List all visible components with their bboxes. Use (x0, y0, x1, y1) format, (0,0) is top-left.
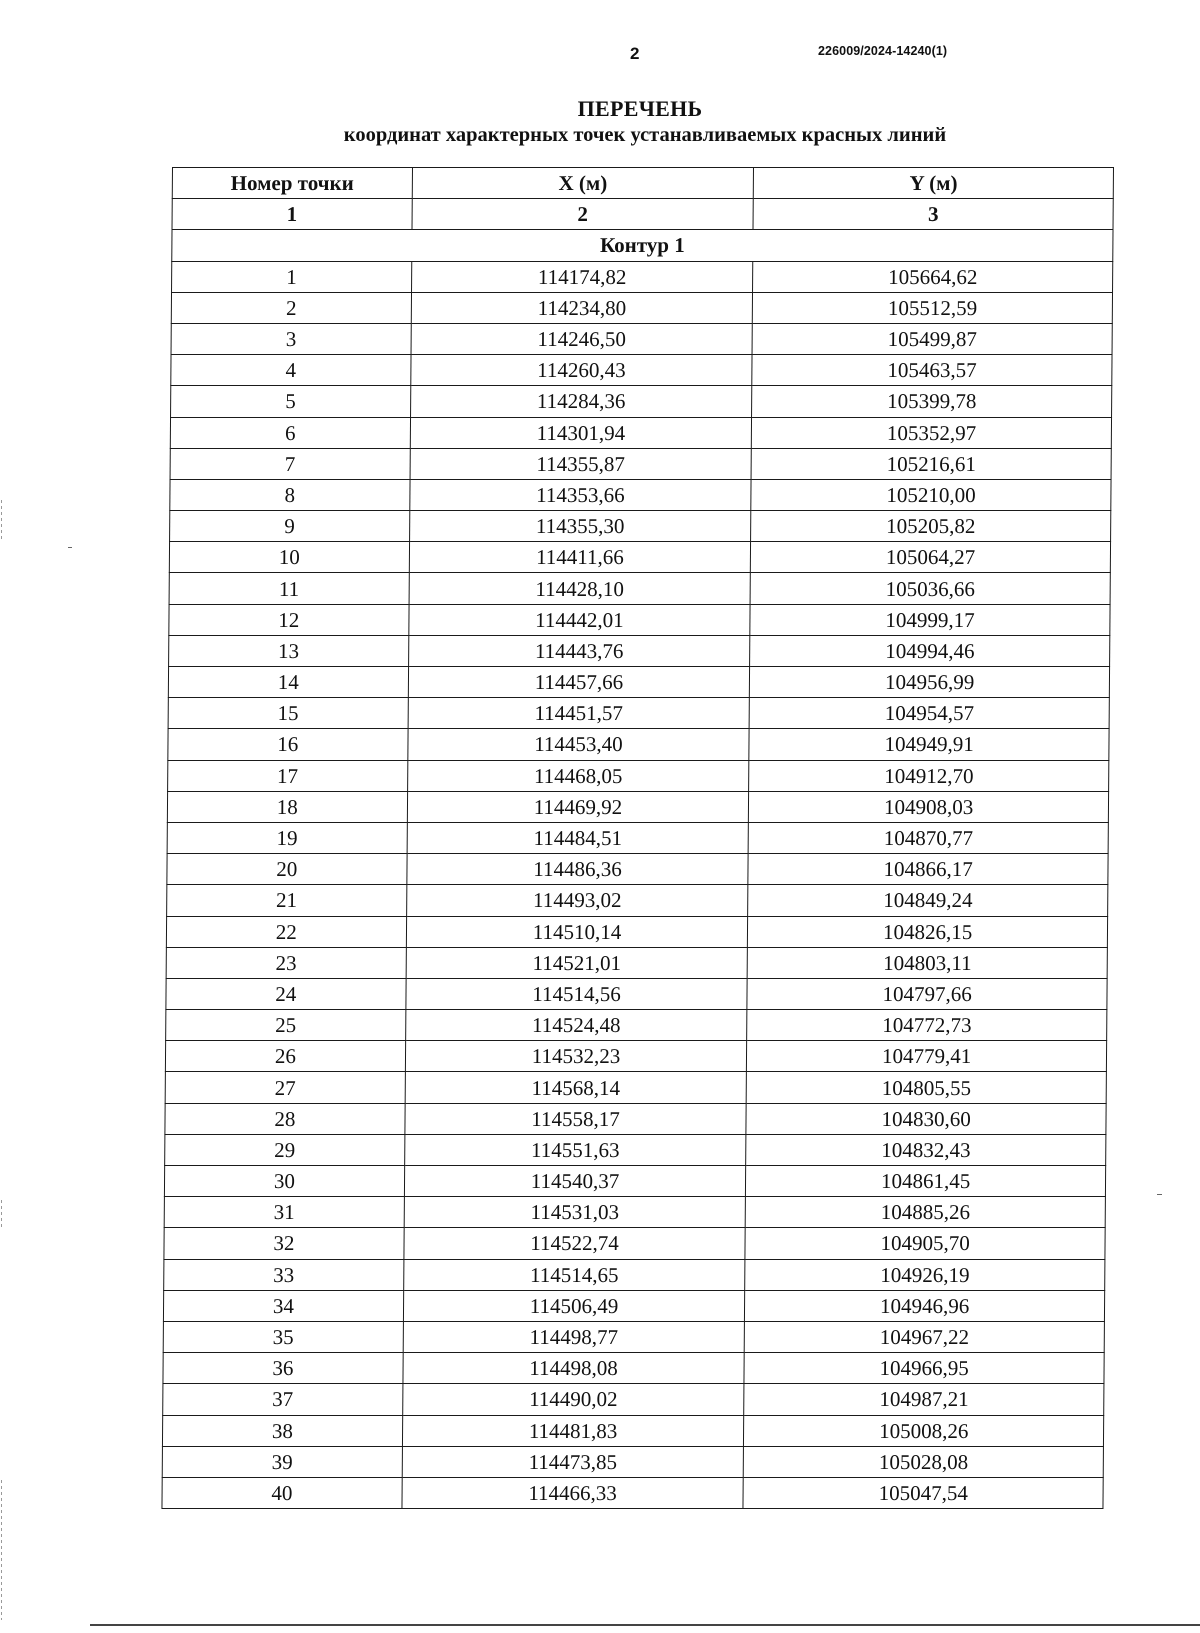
x-coordinate-cell: 114451,57 (408, 698, 750, 729)
table-row (163, 1353, 1104, 1384)
y-coordinate-cell: 104954,57 (749, 698, 1109, 729)
x-coordinate-cell: 114469,92 (407, 791, 749, 822)
table-row (168, 667, 1109, 698)
scan-speck (68, 547, 72, 548)
x-coordinate-cell: 114510,14 (406, 916, 748, 947)
table-row (167, 791, 1108, 822)
y-coordinate-cell: 105499,87 (752, 323, 1112, 354)
point-number-cell: 21 (167, 885, 407, 916)
coordinates-table (161, 167, 1114, 1509)
point-number-cell: 26 (165, 1041, 405, 1072)
y-coordinate-cell: 104826,15 (748, 916, 1108, 947)
x-coordinate-cell: 114411,66 (409, 542, 751, 573)
point-number-cell: 33 (164, 1259, 404, 1290)
table-row (163, 1290, 1104, 1321)
y-coordinate-cell: 105036,66 (750, 573, 1110, 604)
table-row (171, 355, 1112, 386)
y-coordinate-cell: 104987,21 (744, 1384, 1104, 1415)
point-number-cell: 24 (166, 978, 406, 1009)
table-row (172, 261, 1113, 292)
y-coordinate-cell: 104994,46 (750, 635, 1110, 666)
point-number-cell: 15 (168, 698, 408, 729)
y-coordinate-cell: 105664,62 (753, 261, 1113, 292)
y-coordinate-cell: 105463,57 (752, 355, 1112, 386)
y-coordinate-cell: 104849,24 (748, 885, 1108, 916)
table-row (162, 1477, 1103, 1508)
point-number-cell: 10 (169, 542, 409, 573)
y-coordinate-cell: 105064,27 (751, 542, 1111, 573)
x-coordinate-cell: 114468,05 (407, 760, 749, 791)
x-coordinate-cell: 114521,01 (406, 947, 748, 978)
table-row (170, 448, 1111, 479)
y-coordinate-cell: 105028,08 (744, 1446, 1104, 1477)
table-row (169, 542, 1110, 573)
y-coordinate-cell: 105205,82 (751, 511, 1111, 542)
y-coordinate-cell: 104830,60 (746, 1103, 1106, 1134)
y-coordinate-cell: 105512,59 (753, 292, 1113, 323)
x-coordinate-cell: 114466,33 (402, 1477, 744, 1508)
x-coordinate-cell: 114490,02 (402, 1384, 744, 1415)
y-coordinate-cell: 105047,54 (743, 1477, 1103, 1508)
x-coordinate-cell: 114284,36 (410, 386, 752, 417)
point-number-cell: 27 (165, 1072, 405, 1103)
point-number-cell: 35 (163, 1321, 403, 1352)
y-coordinate-cell: 104861,45 (746, 1166, 1106, 1197)
point-number-cell: 5 (171, 386, 411, 417)
scan-artifact (1, 500, 2, 540)
table-row (168, 729, 1109, 760)
scan-artifact (1, 1200, 2, 1230)
x-coordinate-cell: 114558,17 (405, 1103, 747, 1134)
point-number-cell: 39 (162, 1446, 402, 1477)
table-row (170, 417, 1111, 448)
point-number-cell: 6 (170, 417, 410, 448)
table-row (167, 885, 1108, 916)
point-number-cell: 16 (168, 729, 408, 760)
y-coordinate-cell: 104772,73 (747, 1010, 1107, 1041)
point-number-cell: 32 (164, 1228, 404, 1259)
x-coordinate-cell: 114568,14 (405, 1072, 747, 1103)
x-coordinate-cell: 114524,48 (405, 1010, 747, 1041)
contour-heading-row (172, 230, 1113, 261)
table-row (166, 978, 1107, 1009)
point-number-cell: 1 (172, 261, 412, 292)
point-number-cell: 20 (167, 854, 407, 885)
point-number-cell: 28 (165, 1103, 405, 1134)
document-subtitle: координат характерных точек устанавливаемых красных линий (343, 124, 947, 146)
table-row (162, 1415, 1103, 1446)
point-number-cell: 34 (163, 1290, 403, 1321)
x-coordinate-cell: 114514,65 (403, 1259, 745, 1290)
table-row (168, 760, 1109, 791)
column-index-3: 3 (753, 199, 1113, 230)
point-number-cell: 40 (162, 1477, 402, 1508)
x-coordinate-cell: 114453,40 (408, 729, 750, 760)
x-coordinate-cell: 114443,76 (408, 635, 750, 666)
x-coordinate-cell: 114540,37 (404, 1166, 746, 1197)
table-row (165, 1134, 1106, 1165)
y-coordinate-cell: 105399,78 (752, 386, 1112, 417)
x-coordinate-cell: 114493,02 (406, 885, 748, 916)
y-coordinate-cell: 104797,66 (747, 978, 1107, 1009)
y-coordinate-cell: 104946,96 (745, 1290, 1105, 1321)
scan-artifact (1, 1480, 2, 1620)
x-coordinate-cell: 114551,63 (404, 1134, 746, 1165)
y-coordinate-cell: 105352,97 (752, 417, 1112, 448)
table-row (164, 1228, 1105, 1259)
column-header-point-number: Номер точки (172, 168, 412, 199)
point-number-cell: 4 (171, 355, 411, 386)
table-row (165, 1041, 1106, 1072)
table-row (167, 822, 1108, 853)
x-coordinate-cell: 114355,87 (410, 448, 752, 479)
y-coordinate-cell: 105210,00 (751, 479, 1111, 510)
y-coordinate-cell: 104912,70 (749, 760, 1109, 791)
table-row (171, 292, 1112, 323)
point-number-cell: 23 (166, 947, 406, 978)
table-row (165, 1072, 1106, 1103)
y-coordinate-cell: 105216,61 (751, 448, 1111, 479)
x-coordinate-cell: 114428,10 (409, 573, 751, 604)
point-number-cell: 2 (171, 292, 411, 323)
column-header-y: Y (м) (754, 168, 1114, 199)
y-coordinate-cell: 104866,17 (748, 854, 1108, 885)
x-coordinate-cell: 114514,56 (406, 978, 748, 1009)
point-number-cell: 38 (162, 1415, 402, 1446)
table-row (169, 635, 1110, 666)
x-coordinate-cell: 114531,03 (404, 1197, 746, 1228)
table-column-index-row (172, 199, 1113, 230)
table-row (167, 854, 1108, 885)
y-coordinate-cell: 104779,41 (747, 1041, 1107, 1072)
point-number-cell: 25 (166, 1010, 406, 1041)
x-coordinate-cell: 114246,50 (411, 323, 753, 354)
point-number-cell: 3 (171, 323, 411, 354)
point-number-cell: 30 (164, 1166, 404, 1197)
x-coordinate-cell: 114522,74 (404, 1228, 746, 1259)
point-number-cell: 22 (166, 916, 406, 947)
table-row (164, 1166, 1105, 1197)
x-coordinate-cell: 114498,08 (403, 1353, 745, 1384)
table-row (169, 604, 1110, 635)
table-row (168, 698, 1109, 729)
table-row (164, 1259, 1105, 1290)
y-coordinate-cell: 104908,03 (749, 791, 1109, 822)
x-coordinate-cell: 114260,43 (411, 355, 753, 386)
x-coordinate-cell: 114532,23 (405, 1041, 747, 1072)
scan-speck (1157, 1194, 1162, 1195)
table-row (166, 947, 1107, 978)
x-coordinate-cell: 114353,66 (410, 479, 752, 510)
y-coordinate-cell: 104805,55 (747, 1072, 1107, 1103)
x-coordinate-cell: 114174,82 (411, 261, 753, 292)
point-number-cell: 31 (164, 1197, 404, 1228)
y-coordinate-cell: 104885,26 (746, 1197, 1106, 1228)
point-number-cell: 12 (169, 604, 409, 635)
y-coordinate-cell: 104832,43 (746, 1134, 1106, 1165)
x-coordinate-cell: 114486,36 (407, 854, 749, 885)
x-coordinate-cell: 114442,01 (409, 604, 751, 635)
point-number-cell: 9 (170, 511, 410, 542)
point-number-cell: 7 (170, 448, 410, 479)
y-coordinate-cell: 104926,19 (745, 1259, 1105, 1290)
x-coordinate-cell: 114355,30 (409, 511, 751, 542)
table-row (169, 573, 1110, 604)
table-row (171, 323, 1112, 354)
table-body (162, 230, 1113, 1509)
point-number-cell: 19 (167, 822, 407, 853)
document-title: ПЕРЕЧЕНЬ (577, 96, 703, 121)
point-number-cell: 36 (163, 1353, 403, 1384)
scan-bottom-edge (90, 1624, 1200, 1626)
table-row (166, 916, 1107, 947)
table-row (170, 511, 1111, 542)
table-row (163, 1384, 1104, 1415)
y-coordinate-cell: 104956,99 (750, 667, 1110, 698)
table-row (166, 1010, 1107, 1041)
point-number-cell: 37 (163, 1384, 403, 1415)
x-coordinate-cell: 114506,49 (403, 1290, 745, 1321)
y-coordinate-cell: 104966,95 (744, 1353, 1104, 1384)
x-coordinate-cell: 114301,94 (410, 417, 752, 448)
point-number-cell: 13 (169, 635, 409, 666)
table-header-row (172, 168, 1113, 199)
page-number: 2 (630, 44, 640, 63)
point-number-cell: 17 (168, 760, 408, 791)
x-coordinate-cell: 114484,51 (407, 822, 749, 853)
contour-label: Контур 1 (172, 230, 1113, 261)
point-number-cell: 14 (168, 667, 408, 698)
y-coordinate-cell: 104999,17 (750, 604, 1110, 635)
y-coordinate-cell: 105008,26 (744, 1415, 1104, 1446)
table-row (171, 386, 1112, 417)
table-row (164, 1197, 1105, 1228)
document-id: 226009/2024-14240(1) (818, 44, 948, 58)
table-row (162, 1446, 1103, 1477)
y-coordinate-cell: 104967,22 (745, 1321, 1105, 1352)
table-row (170, 479, 1111, 510)
point-number-cell: 11 (169, 573, 409, 604)
y-coordinate-cell: 104870,77 (748, 822, 1108, 853)
x-coordinate-cell: 114498,77 (403, 1321, 745, 1352)
x-coordinate-cell: 114234,80 (411, 292, 753, 323)
x-coordinate-cell: 114457,66 (408, 667, 750, 698)
x-coordinate-cell: 114473,85 (402, 1446, 744, 1477)
y-coordinate-cell: 104803,11 (747, 947, 1107, 978)
point-number-cell: 18 (167, 791, 407, 822)
y-coordinate-cell: 104905,70 (745, 1228, 1105, 1259)
y-coordinate-cell: 104949,91 (749, 729, 1109, 760)
point-number-cell: 29 (165, 1134, 405, 1165)
x-coordinate-cell: 114481,83 (402, 1415, 744, 1446)
column-header-x: X (м) (412, 168, 754, 199)
column-index-1: 1 (172, 199, 412, 230)
column-index-2: 2 (412, 199, 754, 230)
point-number-cell: 8 (170, 479, 410, 510)
table-row (165, 1103, 1106, 1134)
table-row (163, 1321, 1104, 1352)
